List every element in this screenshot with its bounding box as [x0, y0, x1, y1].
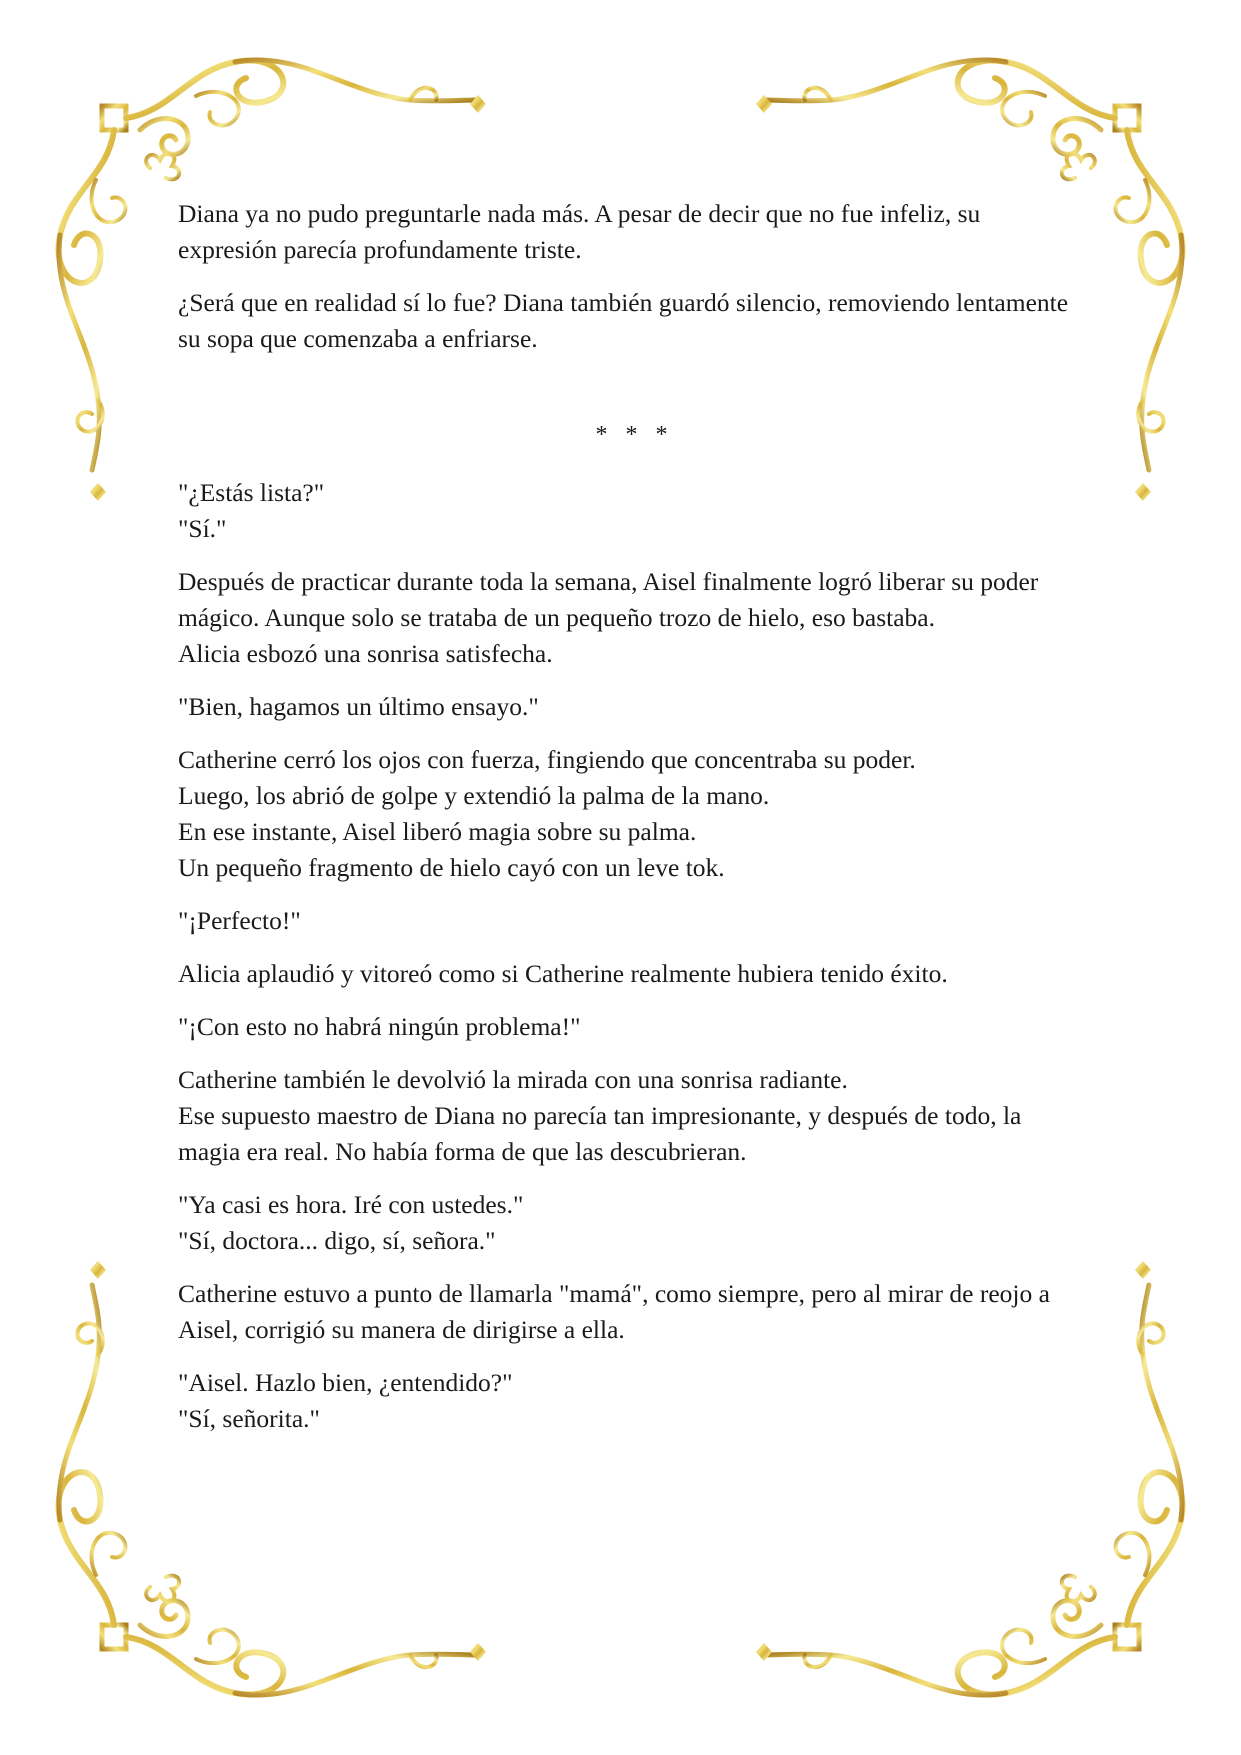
dialogue-line: "Ya casi es hora. Iré con ustedes.": [178, 1190, 524, 1219]
dialogue: [178, 475, 1083, 547]
frame-bottom-center: [470, 1643, 772, 1661]
dialogue-line: "Sí.": [178, 514, 227, 543]
dialogue-line: "Sí, señorita.": [178, 1404, 320, 1433]
paragraph: Catherine estuvo a punto de llamarla "mamá", como siempre, pero al mirar de reojo a Aisel, corrigió su manera de dirigirse a ella.: [178, 1279, 1050, 1344]
paragraph-line: Ese supuesto maestro de Diana no parecía tan impresionante, y después de todo, la magia era real. No había forma de que las descubrieran.: [178, 1101, 1022, 1166]
dialogue: [178, 1365, 1083, 1437]
dialogue-line: "Sí, doctora... digo, sí, señora.": [178, 1226, 496, 1255]
paragraph: ¿Será que en realidad sí lo fue? Diana también guardó silencio, removiendo lentamente su sopa que comenzaba a enfriarse.: [178, 288, 1069, 353]
dialogue: "Bien, hagamos un último ensayo.": [178, 692, 539, 721]
scene-separator: * * *: [595, 422, 674, 448]
paragraph-line: Catherine cerró los ojos con fuerza, fingiendo que concentraba su poder.: [178, 745, 916, 774]
paragraph-line: Luego, los abrió de golpe y extendió la palma de la mano.: [178, 781, 770, 810]
paragraph: [178, 742, 1083, 886]
paragraph-line: Un pequeño fragmento de hielo cayó con un leve tok.: [178, 853, 725, 882]
dialogue: "¡Perfecto!": [178, 906, 301, 935]
frame-right-side: [1135, 483, 1151, 1279]
frame-top-center: [470, 95, 772, 113]
paragraph: [178, 1062, 1083, 1170]
dialogue-line: "Aisel. Hazlo bien, ¿entendido?": [178, 1368, 513, 1397]
paragraph-line: Después de practicar durante toda la semana, Aisel finalmente logró liberar su poder mágico. Aunque solo se trataba de un pequeño trozo de hielo, eso bastaba.: [178, 567, 1039, 632]
story-text: [178, 196, 1083, 1454]
dialogue: "¡Con esto no habrá ningún problema!": [178, 1012, 581, 1041]
paragraph: Diana ya no pudo preguntarle nada más. A pesar de decir que no fue infeliz, su expresión parecía profundamente triste.: [178, 199, 981, 264]
frame-left-side: [90, 483, 106, 1279]
dialogue: [178, 1187, 1083, 1259]
paragraph-line: Alicia esbozó una sonrisa satisfecha.: [178, 639, 553, 668]
paragraph: Alicia aplaudió y vitoreó como si Catherine realmente hubiera tenido éxito.: [178, 959, 948, 988]
paragraph: [178, 564, 1083, 672]
paragraph-line: En ese instante, Aisel liberó magia sobre su palma.: [178, 817, 697, 846]
paragraph-line: Catherine también le devolvió la mirada con una sonrisa radiante.: [178, 1065, 848, 1094]
dialogue-line: "¿Estás lista?": [178, 478, 325, 507]
